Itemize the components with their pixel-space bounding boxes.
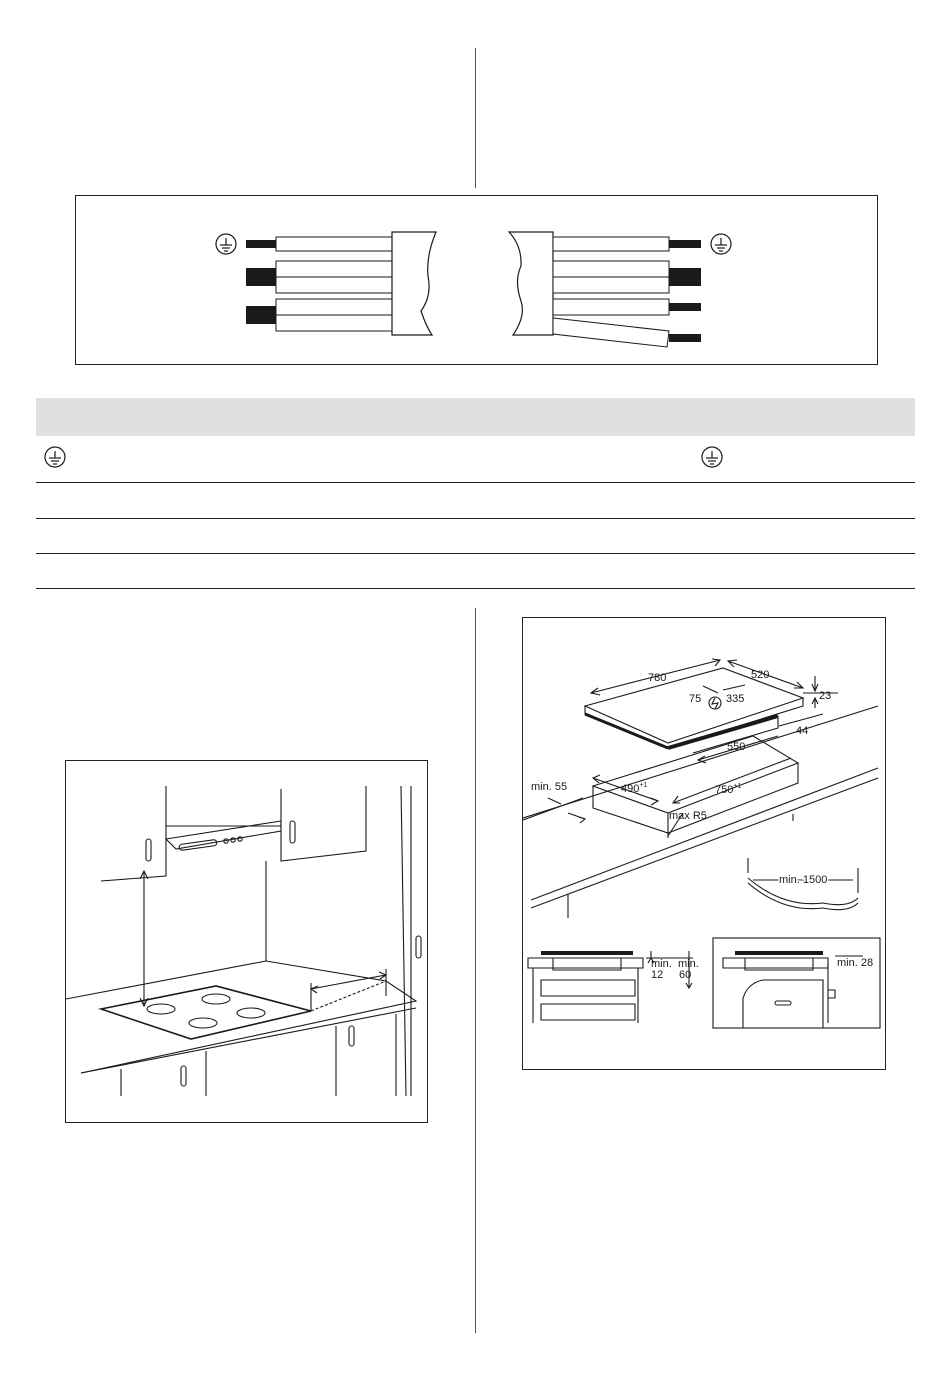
dim-490-label: $490^{+1}$ <box>621 782 648 795</box>
wire-end-earth-right <box>669 240 701 248</box>
cable-sheath-right <box>509 232 553 335</box>
dim-min12-value: 12 <box>651 969 664 981</box>
dim-min28-label: min. 28 <box>837 957 874 969</box>
dim-cable-label: min. 1500 <box>779 874 828 886</box>
dim-335-label: 335 <box>726 693 745 705</box>
table-header <box>36 398 915 436</box>
table-row-divider <box>36 588 915 589</box>
dim-radius-label: max R5 <box>669 810 707 822</box>
table-row-divider <box>36 482 915 483</box>
dim-780-label: 780 <box>648 672 667 684</box>
wire-end-1-left <box>246 268 276 286</box>
dim-75-label: 75 <box>689 693 702 705</box>
wire-end-1-right <box>669 268 701 286</box>
kitchen-illustration <box>66 761 427 1122</box>
dim-550-label: 550 <box>727 741 746 753</box>
dimensions-illustration <box>523 618 885 1069</box>
cable-diagram <box>76 196 877 364</box>
column-divider-bottom <box>475 608 476 1333</box>
dim-520-label: 520 <box>751 669 770 681</box>
cable-diagram-frame <box>75 195 878 365</box>
wire-end-3-right <box>669 334 701 342</box>
dim-min60-label: min. <box>678 958 699 970</box>
table-row-divider <box>36 553 915 554</box>
wire-end-2-left <box>246 306 276 324</box>
wire-end-2-right <box>669 303 701 311</box>
dim-min60-value: 60 <box>679 969 692 981</box>
dim-23-label: 23 <box>819 690 832 702</box>
dim-750-label: $750^{+1}$ <box>715 783 742 796</box>
dim-44-label: 44 <box>796 725 809 737</box>
wire-end-earth-left <box>246 240 276 248</box>
earth-ground-icon <box>216 234 236 254</box>
earth-ground-icon <box>43 445 67 469</box>
wire-earth-right <box>553 237 669 251</box>
table-row-divider <box>36 518 915 519</box>
kitchen-illustration-frame <box>65 760 428 1123</box>
earth-ground-icon <box>700 445 724 469</box>
column-divider-top <box>475 48 476 188</box>
wire-bent-right <box>553 318 669 347</box>
earth-ground-icon <box>711 234 731 254</box>
cable-sheath-left <box>392 232 436 335</box>
dimensions-illustration-frame <box>522 617 886 1070</box>
dim-min55-label: min. 55 <box>531 781 568 793</box>
wire-earth-left <box>276 237 392 251</box>
wire-single-right <box>553 299 669 315</box>
dim-min12-label: min. <box>651 958 672 970</box>
